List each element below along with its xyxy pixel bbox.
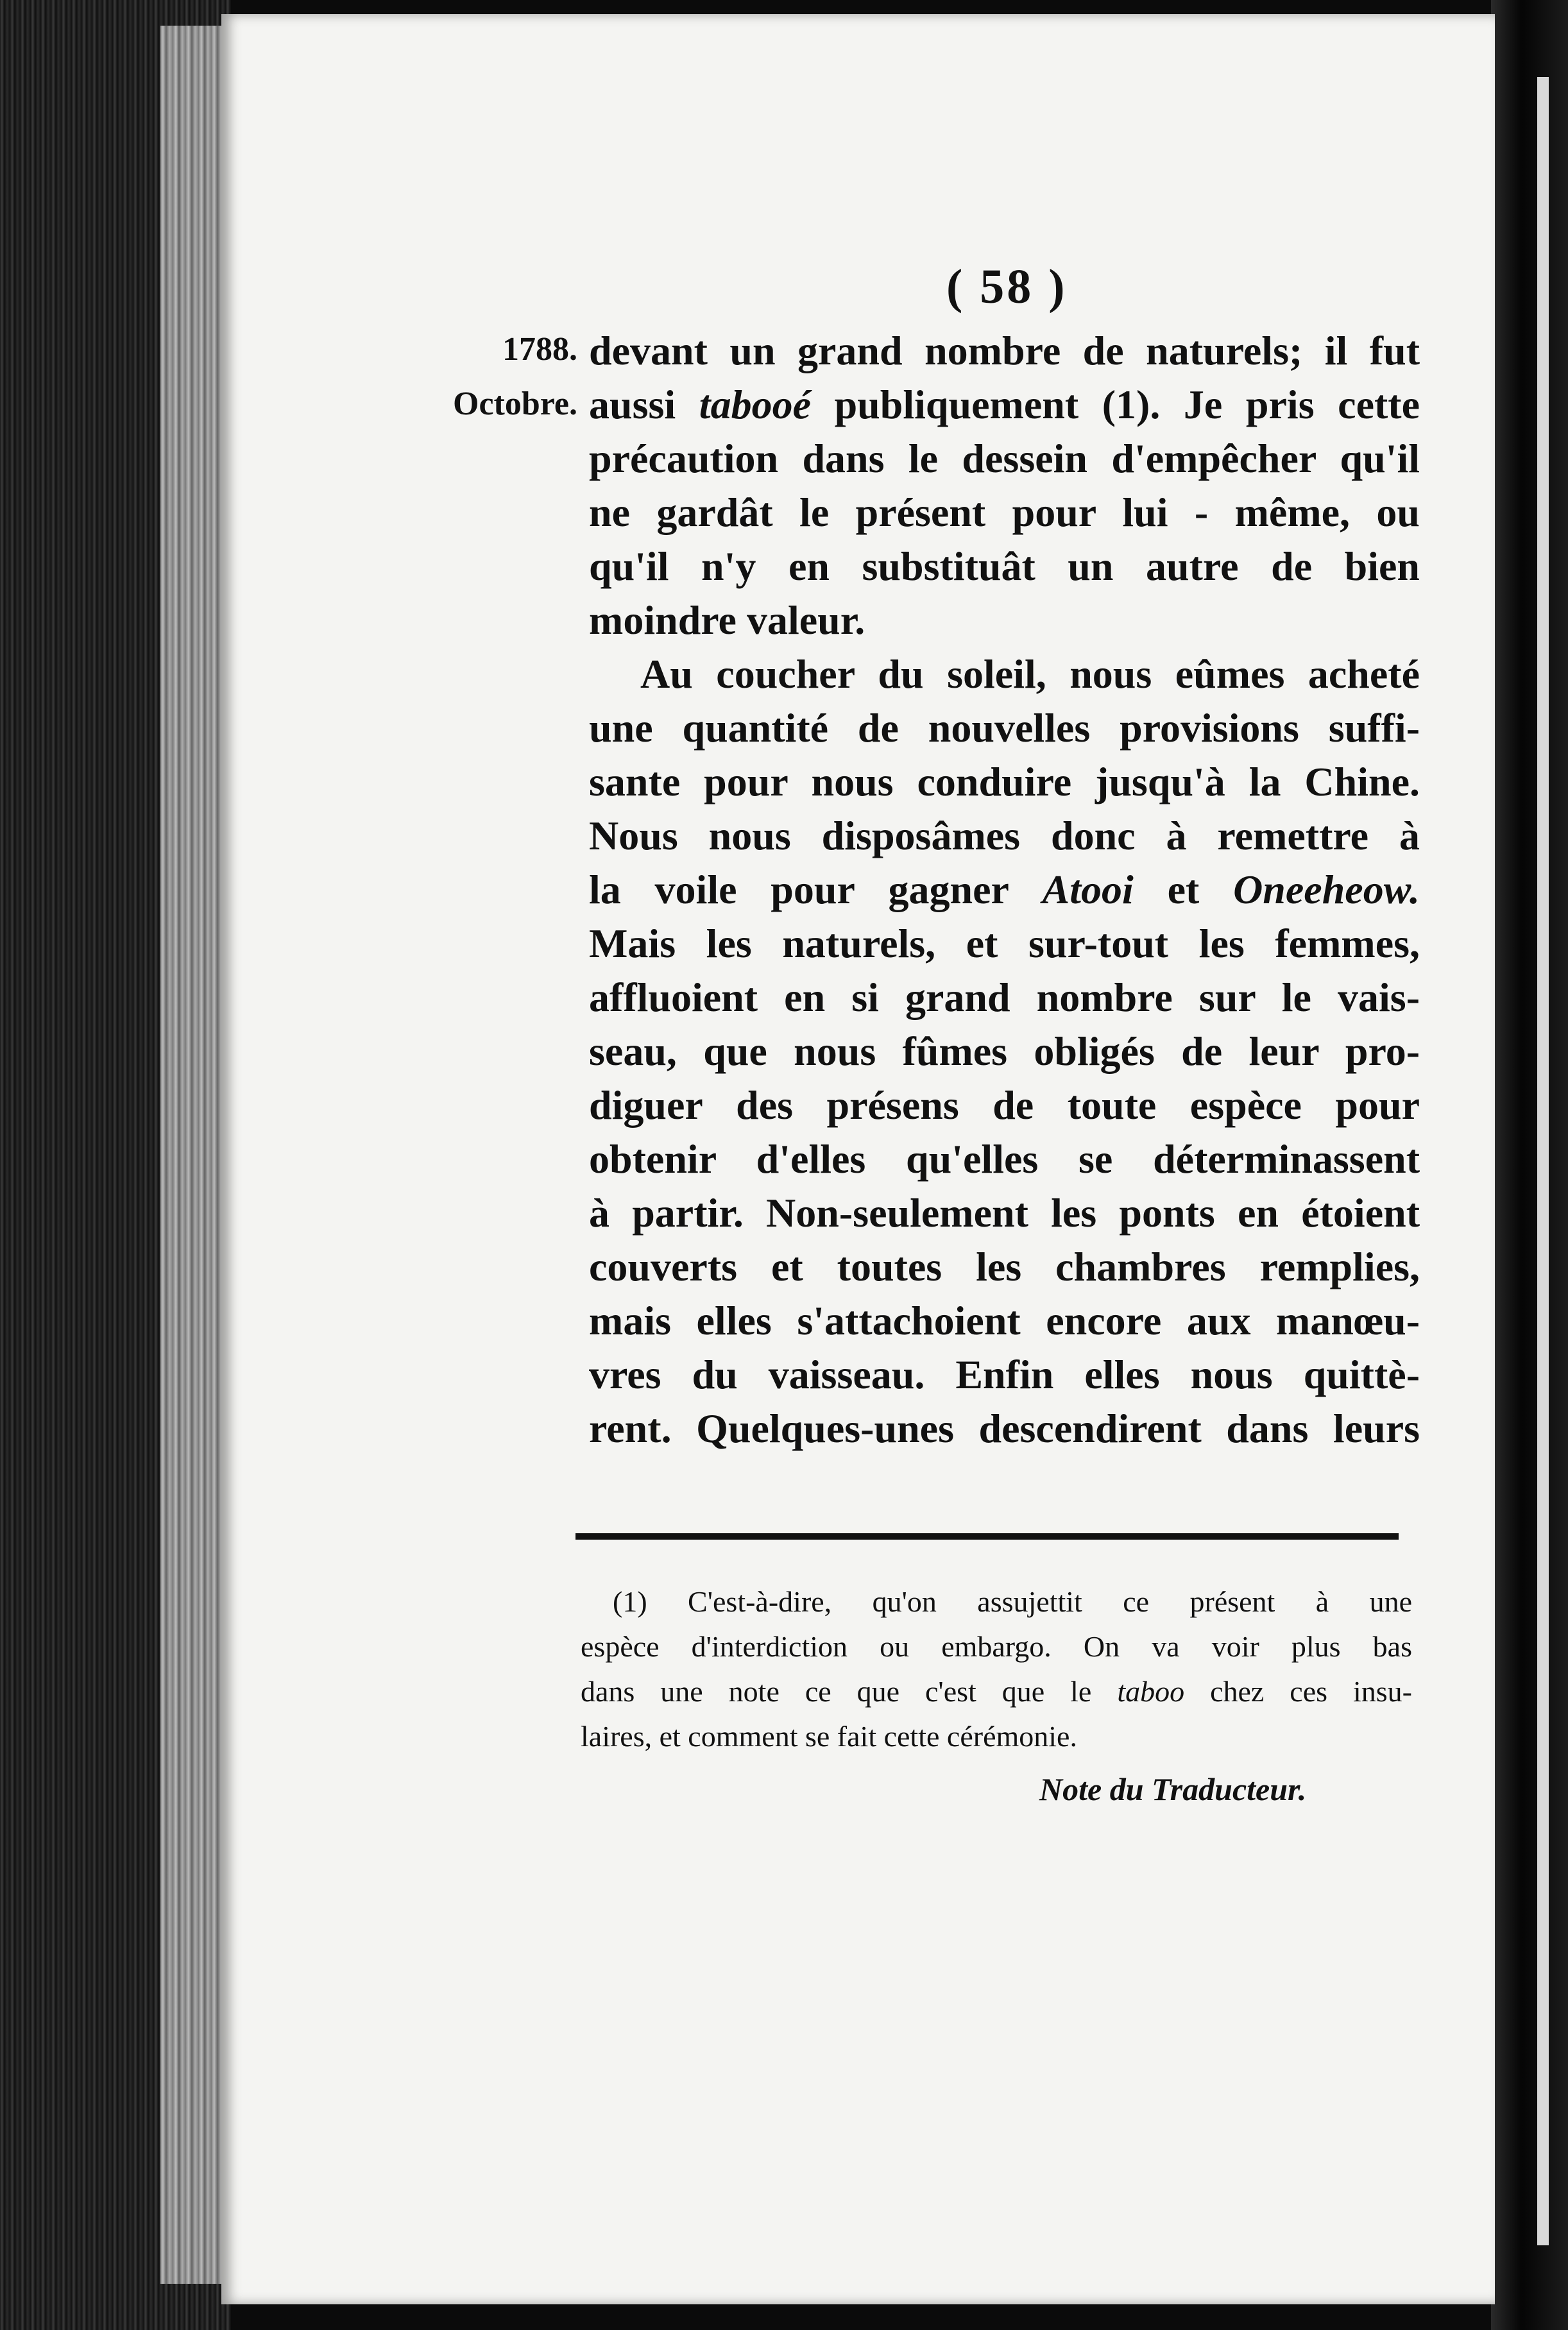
italic-term: tabooé: [699, 382, 811, 427]
footnote: [581, 1579, 1412, 1759]
footnote-line: dans une note ce que c'est que le taboo chez ces insu-: [581, 1675, 1412, 1708]
text-line: sante pour nous conduire jusqu'à la Chine.: [589, 759, 1420, 804]
text-line: Nous nous disposâmes donc à remettre à: [589, 813, 1420, 858]
margin-month: Octobre.: [453, 386, 577, 422]
text-line: seau, que nous fûmes obligés de leur pro-: [589, 1028, 1420, 1074]
text-line: affluoient en si grand nombre sur le vais-: [589, 974, 1420, 1020]
right-page-edge: [1491, 0, 1568, 2330]
text-line: obtenir d'elles qu'elles se déterminassent: [589, 1136, 1420, 1182]
next-page-sliver: [1537, 77, 1549, 2245]
footnote-line: (1) C'est-à-dire, qu'on assujettit ce présent à une: [613, 1585, 1412, 1618]
text-line: diguer des présens de toute espèce pour: [589, 1082, 1420, 1128]
page-stack-edge: [160, 26, 231, 2284]
text-line: ne gardât le présent pour lui - même, ou: [589, 489, 1420, 535]
text-line: qu'il n'y en substituât un autre de bien: [589, 543, 1420, 589]
text-line: précaution dans le dessein d'empêcher qu'il: [589, 436, 1420, 481]
text-line: à partir. Non-seulement les ponts en étoient: [589, 1190, 1420, 1236]
translator-note-signature: Note du Traducteur.: [1039, 1771, 1307, 1807]
text-line: aussi tabooé publiquement (1). Je pris cette: [589, 382, 1420, 427]
text-line: couverts et toutes les chambres remplies,: [589, 1244, 1420, 1289]
page-number: ( 58 ): [946, 260, 1068, 314]
text-line: devant un grand nombre de naturels; il fut: [589, 328, 1420, 373]
text-line: rent. Quelques-unes descendirent dans leurs: [589, 1406, 1420, 1451]
body-text: [589, 324, 1420, 1456]
text-line: une quantité de nouvelles provisions suffi-: [589, 705, 1420, 751]
text-line: mais elles s'attachoient encore aux manœu-: [589, 1298, 1420, 1343]
margin-year: 1788.: [502, 331, 577, 368]
text-line: la voile pour gagner Atooi et Oneeheow.: [589, 867, 1420, 912]
italic-place: Atooi: [1042, 867, 1134, 912]
text-line: Au coucher du soleil, nous eûmes acheté: [640, 651, 1420, 697]
text-line: vres du vaisseau. Enfin elles nous quittè-: [589, 1352, 1420, 1397]
text-line: Mais les naturels, et sur-tout les femmes,: [589, 921, 1420, 966]
footnote-line: espèce d'interdiction ou embargo. On va voir plus bas: [581, 1630, 1412, 1663]
footnote-rule: [575, 1533, 1399, 1540]
footnote-line: laires, et comment se fait cette cérémonie.: [581, 1720, 1077, 1753]
italic-term: taboo: [1117, 1675, 1185, 1708]
italic-place: Oneeheow.: [1233, 867, 1420, 912]
text-line: moindre valeur.: [589, 597, 865, 643]
